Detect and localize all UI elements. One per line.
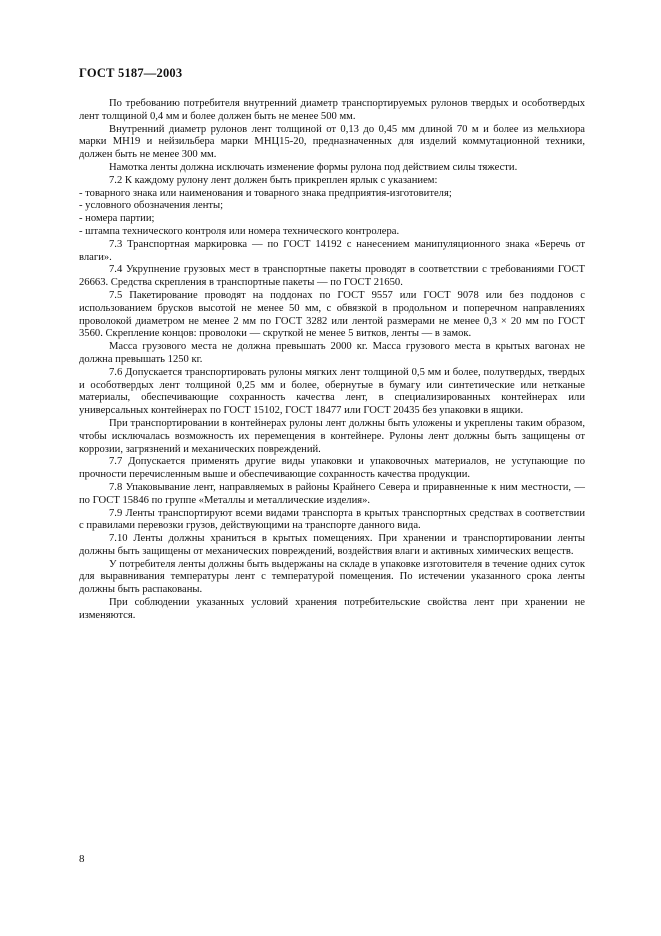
list-item: - штампа технического контроля или номера технического контролера. — [79, 225, 400, 237]
paragraph: Намотка ленты должна исключать изменение формы рулона под действием силы тяжести. — [109, 161, 518, 173]
paragraph: 7.3 Транспортная маркировка — по ГОСТ 14192 с нанесением манипуляционного знака «Беречь от влаги». — [79, 238, 585, 263]
paragraph: 7.9 Ленты транспортируют всеми видами транспорта в крытых транспортных средствах в соответствии с правилами перевозки грузов, действующими на транспорте данного вида. — [79, 507, 585, 532]
paragraph: По требованию потребителя внутренний диаметр транспортируемых рулонов твердых и особотвердых лент толщиной 0,4 мм и более должен быть не менее 500 мм. — [79, 98, 585, 122]
paragraph: При транспортировании в контейнерах рулоны лент должны быть уложены и укреплены таким образом, чтобы исключалась возможность их перемещения в контейнере. Рулоны лент должны быть защищены от коррозии, загрязнений и механических повреждений. — [79, 417, 585, 455]
list-item: - условного обозначения ленты; — [79, 200, 224, 212]
paragraph: 7.5 Пакетирование проводят на поддонах по ГОСТ 9557 или ГОСТ 9078 или без поддонов с использованием брусков высотой не менее 50 мм, с обвязкой в продольном и поперечном направлениях проволокой диаметром не менее 2 мм по ГОСТ 3282 или лентой размерами не менее 0,3 × 20 мм по ГОСТ 3560. Скрепление концов: проволоки — скруткой не менее 5 витков, ленты — в замок. — [79, 289, 585, 340]
paragraph: 7.4 Укрупнение грузовых мест в транспортные пакеты проводят в соответствии с требованиями ГОСТ 26663. Средства скрепления в транспортные пакеты — по ГОСТ 21650. — [79, 264, 585, 289]
paragraph: У потребителя ленты должны быть выдержаны на складе в упаковке изготовителя в течение одних суток для выравнивания температуры лент с температурой помещения. По истечении указанного срока ленты должны быть распакованы. — [79, 558, 585, 596]
paragraph: 7.7 Допускается применять другие виды упаковки и упаковочных материалов, не уступающие по прочности перечисленным выше и обеспечивающие сохранность качества продукции. — [79, 456, 585, 481]
list-item: - товарного знака или наименования и товарного знака предприятия-изготовителя; — [79, 187, 452, 199]
paragraph: 7.8 Упаковывание лент, направляемых в районы Крайнего Севера и приравненные к ним местности, — по ГОСТ 15846 по группе «Металлы и металлические изделия». — [79, 481, 585, 506]
paragraph: 7.2 К каждому рулону лент должен быть прикреплен ярлык с указанием: — [109, 174, 438, 186]
list-item: - номера партии; — [79, 213, 155, 225]
page-number: 8 — [79, 853, 85, 865]
paragraph: 7.6 Допускается транспортировать рулоны мягких лент толщиной 0,5 мм и более, полутвердых, твердых и особотвердых лент толщиной 0,25 мм и более, обернутые в бумагу или синтетические или нетканые материалы, обеспечивающие сохранность качества лент, в специализированных контейнерах или универсальных контейнерах по ГОСТ 15102, ГОСТ 18477 или ГОСТ 20435 без упаковки в ящики. — [79, 366, 585, 417]
paragraph: При соблюдении указанных условий хранения потребительские свойства лент при хранении не изменяются. — [79, 597, 585, 621]
document-body — [79, 98, 585, 623]
document-header: ГОСТ 5187—2003 — [79, 66, 183, 80]
paragraph: Масса грузового места не должна превышать 2000 кг. Масса грузового места в крытых вагонах не должна превышать 1250 кг. — [79, 341, 585, 365]
paragraph: Внутренний диаметр рулонов лент толщиной от 0,13 до 0,45 мм длиной 70 м и более из мельхиора марки МН19 и нейзильбера марки МНЦ15-20, предназначенных для изделий коммутационной техники, должен быть не менее 300 мм. — [79, 123, 585, 161]
paragraph: 7.10 Ленты должны храниться в крытых помещениях. При хранении и транспортировании ленты должны быть защищены от механических повреждений, воздействия влаги и активных химических веществ. — [79, 533, 585, 557]
